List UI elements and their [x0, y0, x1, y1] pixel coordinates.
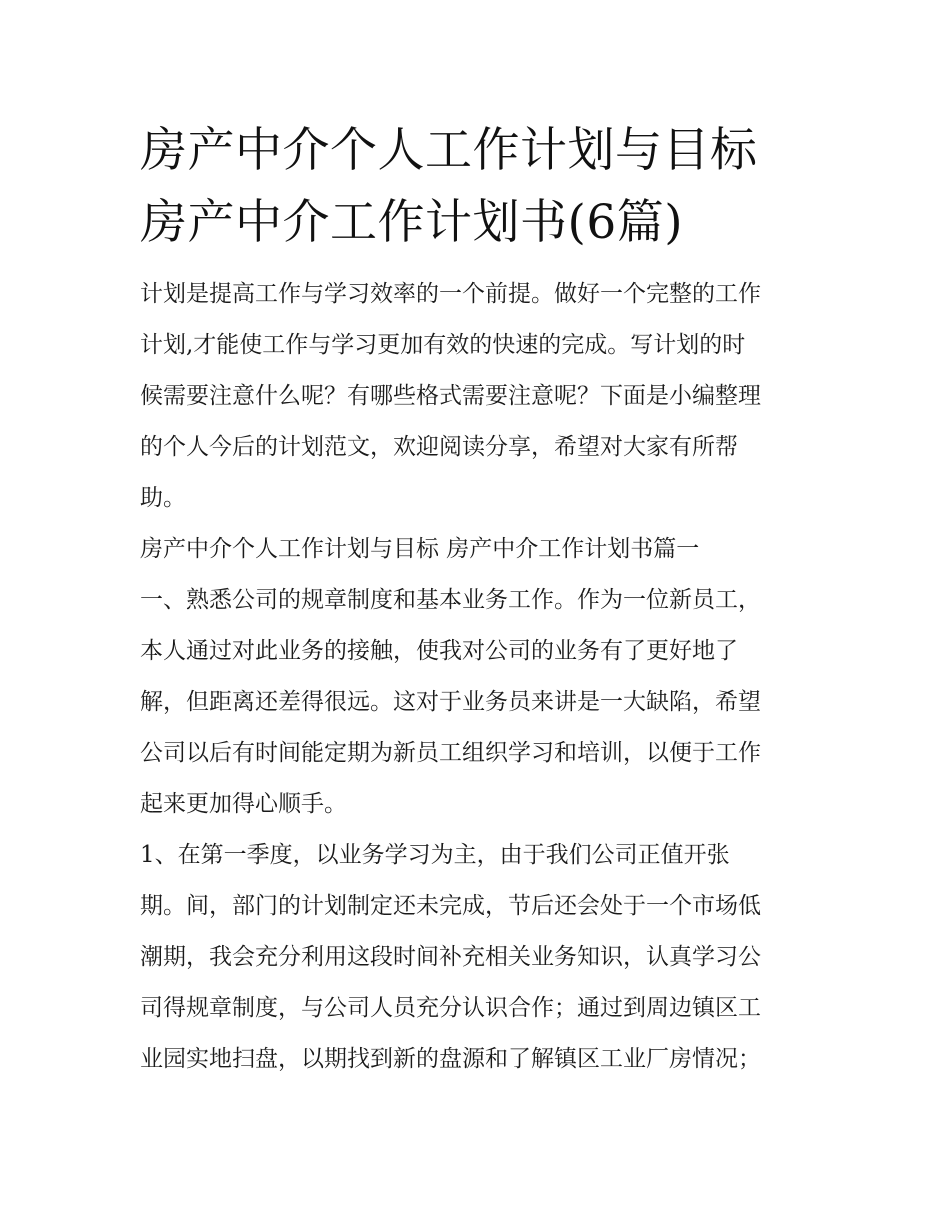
body-paragraph [140, 830, 820, 1085]
text-line: 司得规章制度，与公司人员充分认识合作；通过到周边镇区工 [140, 995, 761, 1021]
text-line: 计划是提高工作与学习效率的一个前提。做好一个完整的工作 [140, 281, 761, 307]
text-line: 的个人今后的计划范文，欢迎阅读分享，希望对大家有所帮 [140, 434, 738, 460]
title-line: 房产中介个人工作计划与目标 [140, 123, 758, 178]
text-line: 助。 [140, 485, 186, 511]
text-line: 潮期，我会充分利用这段时间补充相关业务知识，认真学习公 [140, 944, 761, 970]
text-line: 本人通过对此业务的接触，使我对公司的业务有了更好地了 [140, 638, 738, 664]
text-line: 房产中介个人工作计划与目标 房产中介工作计划书篇一 [140, 536, 700, 562]
text-line: 一、熟悉公司的规章制度和基本业务工作。作为一位新员工， [140, 587, 761, 613]
text-line: 期。间，部门的计划制定还未完成，节后还会处于一个市场低 [140, 893, 761, 919]
document-content [140, 115, 820, 1085]
text-line: 解，但距离还差得很远。这对于业务员来讲是一大缺陷，希望 [140, 689, 761, 715]
document-body [140, 269, 820, 1085]
body-paragraph [140, 575, 820, 830]
text-line: 业园实地扫盘，以期找到新的盘源和了解镇区工业厂房情况； [140, 1046, 761, 1072]
document-title [140, 115, 820, 259]
title-line: 房产中介工作计划书(6篇) [140, 195, 684, 250]
text-line: 公司以后有时间能定期为新员工组织学习和培训，以便于工作 [140, 740, 761, 766]
text-line: 1、在第一季度，以业务学习为主，由于我们公司正值开张 [140, 842, 730, 868]
text-line: 起来更加得心顺手。 [140, 791, 347, 817]
section-heading [140, 524, 820, 575]
text-line: 计划,才能使工作与学习更加有效的快速的完成。写计划的时 [140, 332, 746, 358]
intro-paragraph [140, 269, 820, 524]
text-line: 候需要注意什么呢？有哪些格式需要注意呢？下面是小编整理 [140, 383, 761, 409]
